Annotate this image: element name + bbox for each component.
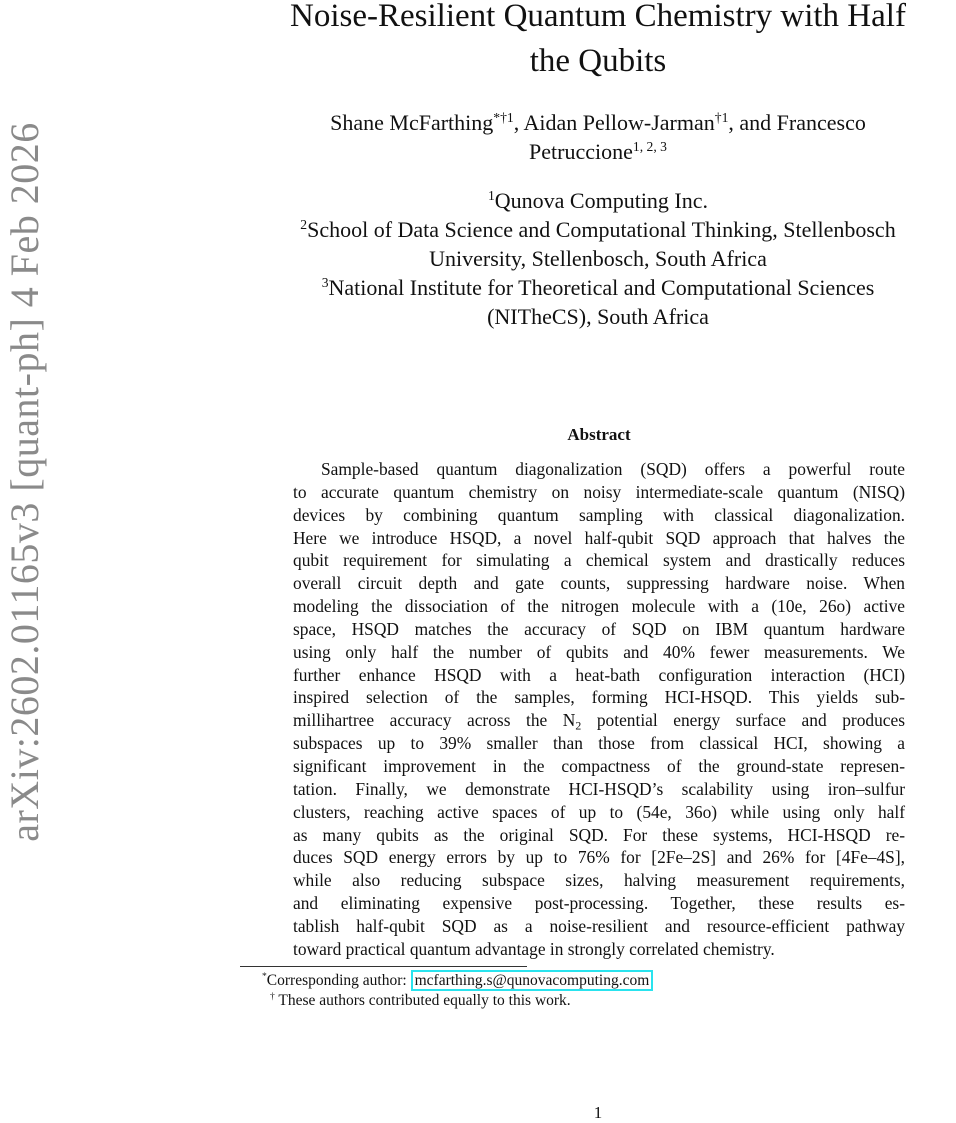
- affiliation-number: 1: [487, 187, 495, 203]
- abstract-line: inspired selection of the samples, forming HCI-HSQD. This yields sub-: [293, 687, 905, 708]
- author-marks: *†1: [493, 109, 514, 125]
- page-number: 1: [593, 1103, 603, 1122]
- abstract-line: clusters, reaching active spaces of up to (54e, 36o) while using only half: [293, 801, 905, 822]
- abstract-line: to accurate quantum chemistry on noisy intermediate-scale quantum (NISQ): [293, 481, 905, 502]
- abstract-line: and eliminating expensive post-processing. Together, these results es-: [293, 893, 905, 914]
- abstract-line: as many qubits as the original SQD. For these systems, HCI-HSQD re-: [293, 824, 905, 845]
- arxiv-identifier: arXiv:2602.01165v3 [quant-ph] 4 Feb 2026: [2, 122, 47, 842]
- affiliation: National Institute for Theoretical and Computational Sciences: [328, 275, 875, 300]
- affiliation: Qunova Computing Inc.: [494, 188, 709, 213]
- abstract-line: using only half the number of qubits and 40% fewer measurements. We: [293, 641, 905, 662]
- abstract-body: [293, 458, 905, 961]
- affiliation-continued: (NITheCS), South Africa: [487, 304, 709, 329]
- author-name: Petruccione: [529, 139, 633, 164]
- abstract-line: Sample-based quantum diagonalization (SQD) offers a powerful route: [321, 459, 905, 479]
- affiliation-number: 3: [321, 274, 329, 290]
- abstract-line: tation. Finally, we demonstrate HCI-HSQD’s scalability using iron–sulfur: [293, 778, 905, 799]
- author-list: [240, 108, 956, 166]
- abstract-line: tablish half-qubit SQD as a noise-resilient and resource-efficient pathway: [293, 915, 905, 936]
- abstract-line: subspaces up to 39% smaller than those from classical HCI, showing a: [293, 733, 905, 754]
- abstract-line: overall circuit depth and gate counts, suppressing hardware noise. When: [293, 573, 905, 594]
- footnote-rule: [240, 966, 527, 967]
- subscript: 2: [575, 718, 582, 733]
- abstract-line: modeling the dissociation of the nitrogen molecule with a (10e, 26o) active: [293, 596, 905, 617]
- text: potential energy surface and produces: [581, 710, 905, 731]
- abstract-line: while also reducing subspace sizes, halving measurement requirements,: [293, 870, 905, 891]
- abstract-line: duces SQD energy errors by up to 76% for [2Fe–2S] and 26% for [4Fe–4S],: [293, 847, 905, 868]
- affiliation: School of Data Science and Computational Thinking, Stellenbosch: [307, 217, 896, 242]
- author-marks: 1, 2, 3: [632, 138, 667, 154]
- abstract-line: further enhance HSQD with a heat-bath configuration interaction (HCI): [293, 664, 905, 685]
- abstract-line: space, HSQD matches the accuracy of SQD on IBM quantum hardware: [293, 618, 905, 639]
- abstract-heading: Abstract: [567, 425, 631, 444]
- abstract-line: Here we introduce HSQD, a novel half-qubit SQD approach that halves the: [293, 527, 905, 548]
- footnote-mark: *: [262, 971, 267, 983]
- email-link[interactable]: mcfarthing.s@qunovacomputing.com: [411, 970, 654, 991]
- paper-title: [240, 0, 956, 84]
- abstract-line: qubit requirement for simulating a chemical system and drastically reduces: [293, 550, 905, 571]
- title-line-2: the Qubits: [529, 43, 667, 79]
- affiliations: [240, 186, 956, 331]
- footnote-text: These authors contributed equally to this work.: [274, 992, 571, 1009]
- footnote-mark: †: [270, 991, 275, 1003]
- affiliation-number: 2: [300, 216, 308, 232]
- footnote-text: Corresponding author:: [266, 972, 411, 989]
- author-name: Shane McFarthing: [330, 110, 494, 135]
- abstract-line: devices by combining quantum sampling with classical diagonalization.: [293, 504, 905, 525]
- abstract-line: toward practical quantum advantage in strongly correlated chemistry.: [293, 938, 775, 959]
- text: millihartree accuracy across the N: [293, 710, 576, 731]
- author-name: , Aidan Pellow-Jarman: [513, 110, 715, 135]
- author-name: , and Francesco: [728, 110, 866, 135]
- abstract-line: [293, 709, 905, 732]
- author-marks: †1: [714, 109, 729, 125]
- footnotes: [262, 971, 653, 1011]
- affiliation-continued: University, Stellenbosch, South Africa: [429, 246, 767, 271]
- abstract-line: significant improvement in the compactness of the ground-state represen-: [293, 755, 905, 776]
- title-line-1: Noise-Resilient Quantum Chemistry with Half: [290, 0, 906, 34]
